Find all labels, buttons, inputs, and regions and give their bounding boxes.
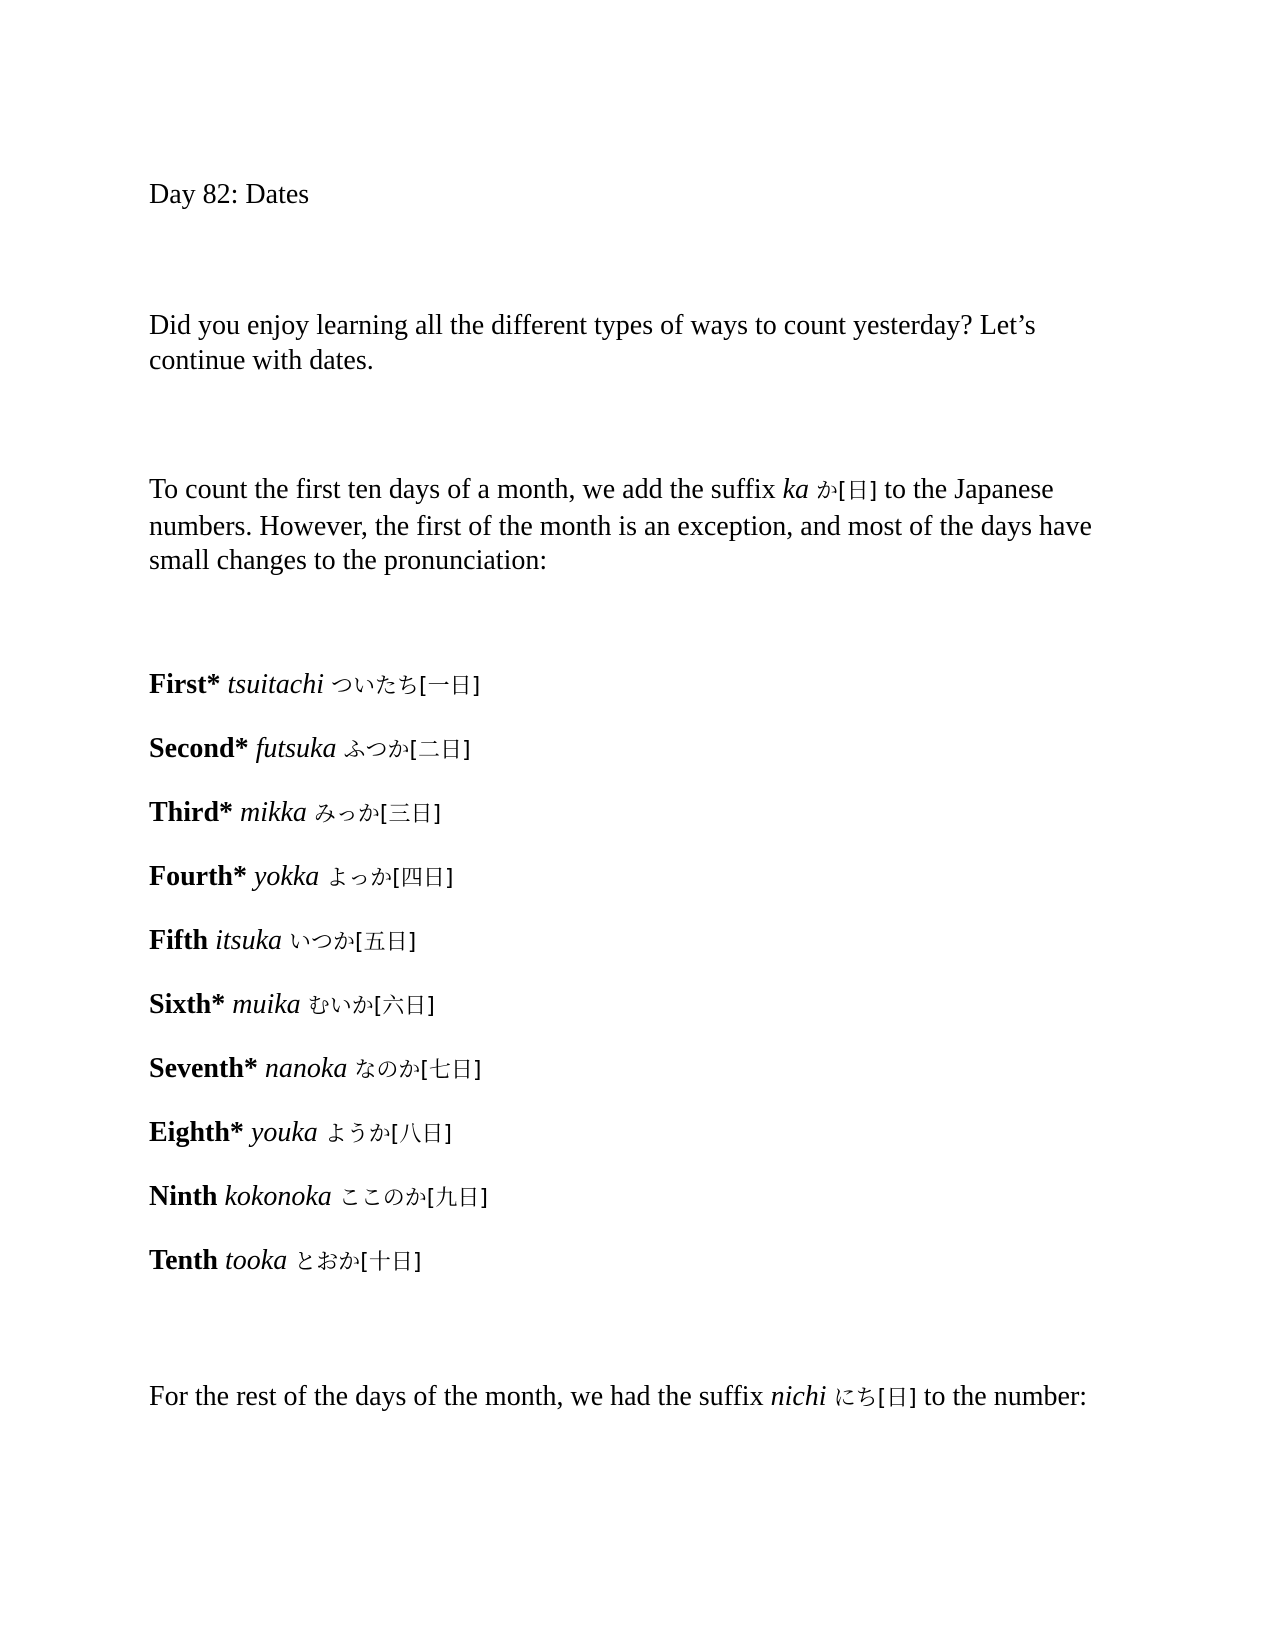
rest-text-before: For the rest of the days of the month, we had the suffix	[149, 1381, 771, 1412]
day-label: Fourth*	[149, 861, 247, 892]
day-romaji: yokka	[254, 861, 320, 892]
intro-paragraph: Did you enjoy learning all the different types of ways to count yesterday? Let’s continue with dates.	[149, 310, 1036, 376]
day-romaji: futsuka	[255, 733, 337, 764]
day-row-first	[149, 668, 480, 704]
day-label: Seventh*	[149, 1053, 258, 1084]
day-romaji: kokonoka	[224, 1181, 332, 1212]
day-row-sixth	[149, 988, 435, 1024]
day-label: Third*	[149, 797, 234, 828]
rest-text-after: to the number:	[916, 1381, 1088, 1412]
day-japanese: よっか[四日]	[326, 866, 454, 891]
suffix-ka-romaji: ka	[782, 474, 810, 505]
day-row-ninth	[149, 1180, 488, 1216]
day-row-second	[149, 732, 471, 768]
day-row-tenth	[149, 1244, 421, 1280]
day-row-seventh	[149, 1052, 482, 1088]
day-label: Second*	[149, 733, 249, 764]
day-japanese: むいか[六日]	[307, 994, 435, 1019]
day-label: Ninth	[149, 1181, 218, 1212]
day-label: First*	[149, 669, 221, 700]
day-label: Tenth	[149, 1245, 219, 1276]
day-label: Fifth	[149, 925, 209, 956]
day-label: Eighth*	[149, 1117, 244, 1148]
explanation-text-before: To count the first ten days of a month, we add the suffix	[149, 474, 783, 505]
day-japanese: ついたち[一日]	[330, 674, 481, 699]
explanation-paragraph	[149, 473, 1139, 579]
day-row-fourth	[149, 860, 453, 896]
day-romaji: mikka	[240, 797, 307, 828]
day-row-eighth	[149, 1116, 452, 1152]
day-romaji: nanoka	[264, 1053, 348, 1084]
suffix-nichi-romaji: nichi	[770, 1381, 827, 1412]
day-japanese: ようか[八日]	[324, 1122, 452, 1147]
day-japanese: いつか[五日]	[289, 930, 417, 955]
day-romaji: tooka	[225, 1245, 288, 1276]
suffix-ka-japanese: か[日]	[816, 479, 878, 504]
day-japanese: ここのか[九日]	[338, 1186, 488, 1211]
day-label: Sixth*	[149, 989, 226, 1020]
suffix-nichi-japanese: にち[日]	[833, 1386, 917, 1411]
day-japanese: なのか[七日]	[354, 1058, 482, 1083]
day-japanese: ふつか[二日]	[343, 738, 471, 763]
day-row-third	[149, 796, 441, 832]
page-title: Day 82: Dates	[149, 179, 310, 210]
day-romaji: muika	[232, 989, 301, 1020]
day-romaji: itsuka	[215, 925, 282, 956]
day-row-fifth	[149, 924, 416, 960]
day-japanese: みっか[三日]	[313, 802, 442, 827]
day-romaji: youka	[250, 1117, 318, 1148]
day-romaji: tsuitachi	[227, 669, 324, 700]
day-japanese: とおか[十日]	[294, 1250, 422, 1275]
explanation-text-after: to the Japanese numbers. However, the first of the month is an exception, and most of the days have small changes to the pronunciation:	[149, 474, 1092, 576]
rest-paragraph	[149, 1380, 1139, 1417]
